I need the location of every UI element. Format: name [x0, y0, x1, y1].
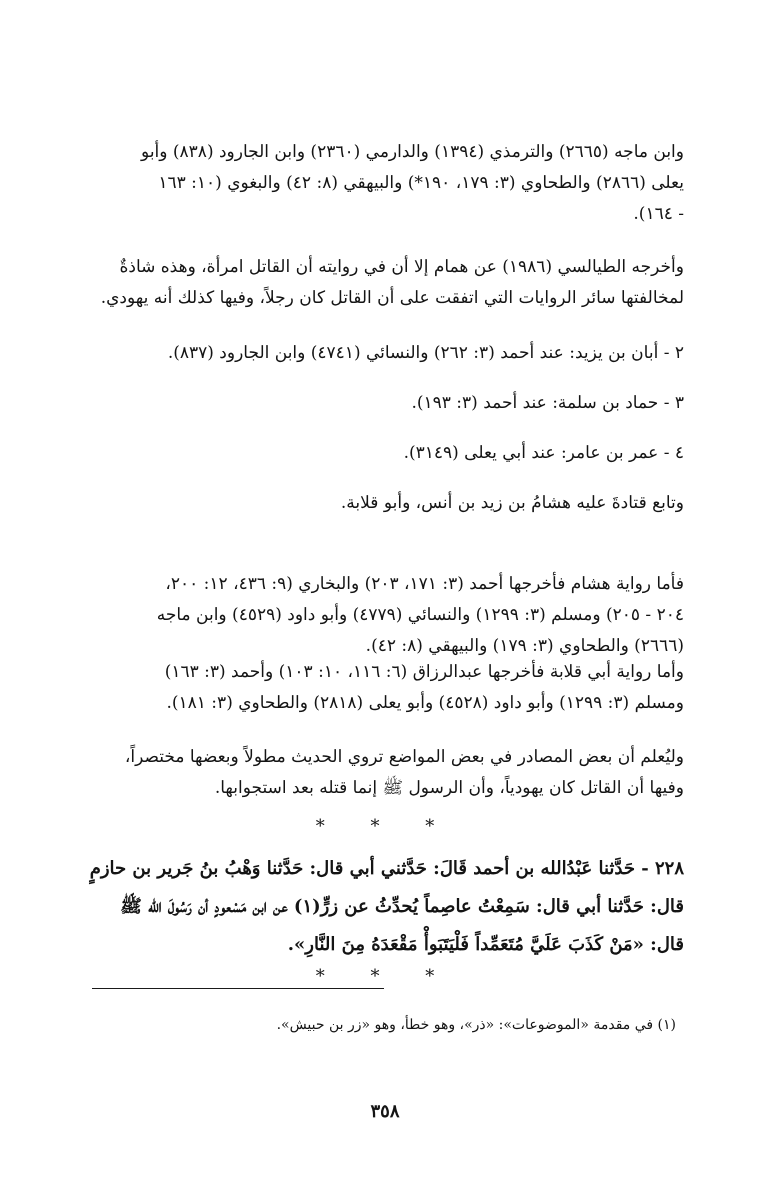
text-line: يعلى (٢٨٦٦) والطحاوي (٣: ١٧٩، ١٩٠*) والبيهقي (٨: ٤٢) والبغوي (١٠: ١٦٣: [158, 173, 684, 193]
text-line: وأخرجه الطيالسي (١٩٨٦) عن همام إلا أن في روايته أن القاتل امرأة، وهذه شاذةٌ: [119, 257, 684, 277]
text-line: فأما رواية هشام فأخرجها أحمد (٣: ١٧١، ٢٠٣) والبخاري (٩: ٤٣٦، ١٢: ٢٠٠،: [165, 574, 684, 594]
paragraph-umar: [84, 438, 684, 469]
text-line: وفيها أن القاتل كان يهودياً، وأن الرسول ﷺ إنما قتله بعد استجوابها.: [214, 778, 684, 798]
hadith-228: [84, 850, 684, 964]
text-line: - ١٦٤).: [633, 204, 684, 224]
paragraph-hammad: [84, 388, 684, 419]
hadith-line: ٢٢٨ - حَدَّثنا عَبْدُالله بن أحمد قَالَ: حَدَّثني أبي قال: حَدَّثنا وَهْبُ بنُ جَرير بن حازمٍ: [89, 858, 684, 879]
section-separator: * * *: [315, 816, 455, 837]
hadith-line: قال: حَدَّثنا أبي قال: سَمِعْتُ عاصِماً يُحدِّثُ عن زرٍّ(١) عن ابن مَسْعودٍ أن رَسُولَ الله ﷺ: [120, 896, 684, 917]
text-line: ومسلم (٣: ١٢٩٩) وأبو داود (٤٥٢٨) وأبو يعلى (٢٨١٨) والطحاوي (٣: ١٨١).: [166, 693, 684, 713]
text-line: ٢٠٤ - ٢٠٥) ومسلم (٣: ١٢٩٩) والنسائي (٤٧٧٩) وأبو داود (٤٥٢٩) وابن ماجه: [156, 605, 684, 625]
text-line: ٢ - أبان بن يزيد: عند أحمد (٣: ٢٦٢) والنسائي (٤٧٤١) وابن الجارود (٨٣٧).: [167, 343, 684, 363]
paragraph-followers: [84, 488, 684, 519]
page-number: ٣٥٨: [370, 1101, 400, 1122]
text-line: وأما رواية أبي قلابة فأخرجها عبدالرزاق (٦: ١١٦، ١٠: ١٠٣) وأحمد (٣: ١٦٣): [164, 662, 684, 682]
paragraph-hisham: [84, 569, 684, 662]
text-line: ٣ - حماد بن سلمة: عند أحمد (٣: ١٩٣).: [411, 393, 684, 413]
paragraph-tayalisi: [84, 252, 684, 314]
hadith-line: قال: «مَنْ كَذَبَ عَلَيَّ مُتَعَمِّداً فَلْيَتَبَوأْ مَقْعَدَهُ مِنَ النَّارِ».: [287, 934, 684, 955]
text-line: لمخالفتها سائر الروايات التي اتفقت على أن القاتل كان رجلاً، وفيها كذلك أنه يهودي.: [100, 288, 684, 308]
footnote-divider: [92, 988, 384, 989]
section-separator: * * *: [315, 966, 455, 987]
paragraph-abu-qilaba: [84, 657, 684, 719]
text-line: ٤ - عمر بن عامر: عند أبي يعلى (٣١٤٩).: [403, 443, 684, 463]
paragraph-note: [84, 742, 684, 804]
text-line: (٢٦٦٦) والطحاوي (٣: ١٧٩) والبيهقي (٨: ٤٢).: [365, 636, 684, 656]
paragraph-sources-1: [84, 137, 684, 230]
text-line: وابن ماجه (٢٦٦٥) والترمذي (١٣٩٤) والدارمي (٢٣٦٠) وابن الجارود (٨٣٨) وأبو: [141, 142, 684, 162]
text-line: وليُعلم أن بعض المصادر في بعض المواضع تروي الحديث مطولاً وبعضها مختصراً،: [124, 747, 684, 767]
text-line: وتابع قتادةَ عليه هشامُ بن زيد بن أنس، وأبو قلابة.: [340, 493, 684, 513]
paragraph-aban: [84, 338, 684, 369]
footnote: (١) في مقدمة «الموضوعات»: «ذر»، وهو خطأ، وهو «زر بن حبيش».: [276, 1017, 676, 1033]
